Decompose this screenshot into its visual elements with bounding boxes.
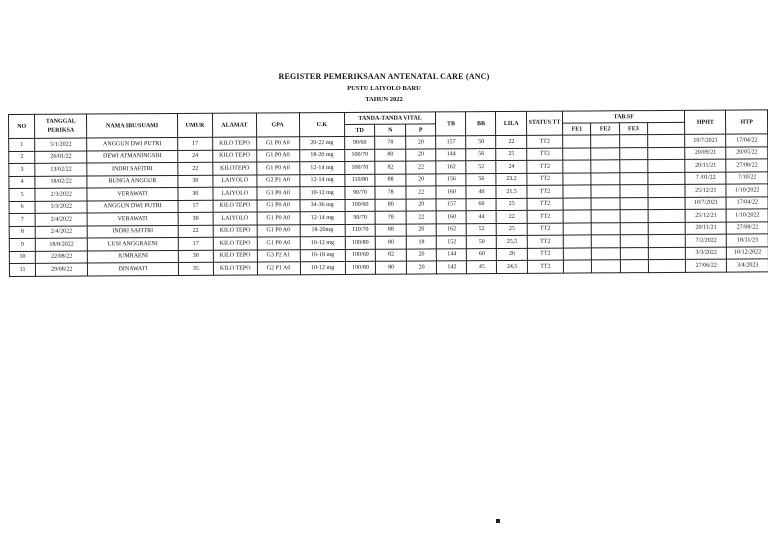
- cell-alamat: KILO TEPO: [213, 249, 257, 262]
- header-status-tt: STATUS TT: [526, 111, 563, 135]
- cell-hpht: 7 /01/22: [685, 172, 726, 185]
- cell-no: 9: [9, 238, 35, 251]
- cell-gpa: G1 P0 A0: [257, 237, 300, 250]
- cell-nama: JUMRAENI: [88, 250, 179, 263]
- cell-hpht: 20/11/21: [685, 159, 726, 172]
- cell-no: 2: [9, 151, 35, 164]
- cell-gpa: G2 P1 A0: [257, 262, 300, 275]
- header-fe2: FE2: [591, 123, 619, 135]
- cell-no: 11: [9, 263, 35, 276]
- cell-fe2: [592, 210, 620, 223]
- cell-fe3: [620, 172, 648, 185]
- cell-n: 78: [376, 211, 407, 224]
- cell-status: TT2: [527, 248, 563, 261]
- cell-hpht: 7/2/2022: [685, 234, 726, 247]
- cell-gpa: G1 P0 A0: [256, 162, 299, 175]
- cell-gpa: G3 P2 A1: [257, 249, 300, 262]
- cell-n: 88: [375, 174, 406, 187]
- cell-status: TT2: [527, 260, 563, 273]
- header-uk: U.K: [299, 112, 344, 136]
- cell-fe-extra: [648, 147, 685, 160]
- cell-n: 78: [375, 136, 406, 149]
- cell-fe1: [563, 210, 591, 223]
- cell-fe3: [619, 147, 647, 160]
- cell-bb: 56: [466, 173, 496, 186]
- cell-tanggal: 18/02/22: [35, 176, 87, 189]
- cell-tanggal: 2/4/2022: [35, 226, 87, 239]
- cell-bb: 40: [466, 186, 496, 199]
- cell-htp: 7/10/22: [726, 171, 768, 184]
- cell-umur: 30: [178, 250, 213, 263]
- cell-alamat: KILOTEPO: [213, 162, 257, 175]
- cell-no: 3: [9, 163, 35, 176]
- cell-umur: 22: [178, 225, 213, 238]
- cell-fe-extra: [648, 209, 685, 222]
- cell-alamat: KILO TEPO: [213, 262, 257, 275]
- cell-td: 90/70: [345, 186, 376, 199]
- cell-bb: 44: [467, 211, 497, 224]
- cell-p: 20: [406, 198, 437, 211]
- cell-hpht: 25/12/21: [685, 184, 726, 197]
- cell-bb: 50: [466, 136, 496, 149]
- cell-htp: 17/04/22: [726, 196, 768, 209]
- cell-p: 22: [406, 211, 437, 224]
- header-p: P: [405, 124, 436, 136]
- cell-td: 110/70: [345, 224, 376, 237]
- cell-umur: 17: [178, 200, 213, 213]
- cell-lila: 24: [496, 160, 526, 173]
- cell-tb: 144: [437, 248, 467, 261]
- cell-bb: 60: [467, 248, 497, 261]
- cell-status: TT2: [527, 210, 563, 223]
- cell-htp: 17/04/22: [726, 134, 768, 147]
- cell-htp: 20/05/22: [726, 146, 768, 159]
- cell-status: TT2: [527, 198, 563, 211]
- cell-lila: 22: [497, 210, 527, 223]
- cell-p: 20: [406, 261, 437, 274]
- cell-no: 7: [9, 213, 35, 226]
- cell-p: 22: [406, 161, 437, 174]
- cell-uk: 18-20mg: [300, 224, 345, 237]
- cell-fe2: [591, 185, 619, 198]
- cell-nama: INDRI SAFITRI: [87, 225, 178, 238]
- cell-fe3: [620, 235, 648, 248]
- cell-alamat: KILO TEPO: [213, 149, 257, 162]
- cell-tanggal: 2/4/2022: [35, 213, 87, 226]
- cell-tb: 162: [436, 161, 466, 174]
- cell-uk: 16-18 mg: [300, 249, 345, 262]
- cell-lila: 25: [497, 223, 527, 236]
- cell-lila: 25,5: [497, 235, 527, 248]
- cell-fe-extra: [648, 159, 685, 172]
- cell-hpht: 10/7/2021: [685, 197, 726, 210]
- header-alamat: ALAMAT: [213, 113, 257, 137]
- cell-umur: 30: [178, 187, 213, 200]
- cell-fe-extra: [648, 184, 685, 197]
- cell-n: 80: [375, 149, 406, 162]
- cell-tanggal: 2/3/2022: [35, 188, 87, 201]
- cell-fe-extra: [648, 172, 685, 185]
- cell-p: 22: [406, 186, 437, 199]
- cell-p: 20: [406, 173, 437, 186]
- cell-nama: DINAWATI: [88, 262, 179, 275]
- cell-tb: 160: [436, 186, 466, 199]
- cell-tb: 157: [436, 198, 466, 211]
- cell-n: 80: [376, 236, 407, 249]
- cell-hpht: 10/7/2021: [685, 134, 726, 147]
- cell-nama: ANGGUN DWI PUTRI: [87, 200, 178, 213]
- cell-fe3: [620, 260, 648, 273]
- cell-htp: 10/12/2022: [727, 246, 768, 259]
- cell-no: 5: [9, 188, 35, 201]
- cell-fe2: [592, 222, 620, 235]
- cell-fe1: [563, 185, 591, 198]
- cell-tb: 157: [436, 136, 466, 149]
- cell-uk: 20-22 mg: [299, 136, 344, 149]
- cell-no: 8: [9, 226, 35, 239]
- cell-gpa: G1 P0 A0: [257, 199, 300, 212]
- cell-fe-extra: [648, 134, 685, 147]
- cell-td: 100/80: [345, 236, 376, 249]
- header-td: TD: [344, 124, 375, 136]
- cell-tanggal: 18/8/2022: [35, 238, 87, 251]
- cell-status: TT2: [527, 148, 563, 161]
- cell-p: 18: [406, 236, 437, 249]
- header-lila: LILA: [496, 111, 526, 135]
- cell-bb: 50: [467, 236, 497, 249]
- cell-status: TT2: [527, 235, 563, 248]
- cell-status: TT2: [526, 135, 562, 148]
- cell-lila: 26: [497, 248, 527, 261]
- cell-uk: 12-14 mg: [300, 174, 345, 187]
- header-tb: TB: [436, 112, 466, 136]
- cell-alamat: LAIYOLO: [213, 212, 257, 225]
- cell-umur: 22: [178, 162, 213, 175]
- cell-fe2: [592, 247, 620, 260]
- cell-tb: 144: [436, 148, 466, 161]
- cell-n: 78: [375, 186, 406, 199]
- cell-status: TT2: [527, 185, 563, 198]
- cell-umur: 30: [178, 212, 213, 225]
- cell-fe2: [591, 147, 619, 160]
- cell-fe3: [620, 247, 648, 260]
- cell-no: 10: [9, 251, 35, 264]
- cell-tanggal: 5/3/2022: [35, 201, 87, 214]
- cell-no: 6: [9, 201, 35, 214]
- document-year: TAHUN 2022: [365, 96, 403, 103]
- cell-fe3: [620, 197, 648, 210]
- header-bb: BB: [466, 112, 496, 136]
- cell-fe1: [563, 135, 591, 148]
- cell-fe2: [592, 260, 620, 273]
- cell-alamat: LAIYOLO: [213, 187, 257, 200]
- header-nama: NAMA IBU/SUAMI: [87, 113, 178, 138]
- cell-nama: BUNGA ANGGUR: [87, 175, 178, 188]
- cell-alamat: KILO TEPO: [213, 237, 257, 250]
- header-fe-extra: [647, 122, 684, 134]
- cell-nama: ANGGUN DWI PUTRI: [87, 137, 178, 150]
- cell-td: 90/70: [345, 211, 376, 224]
- cell-tanggal: 13/02/22: [35, 163, 87, 176]
- cell-n: 80: [376, 261, 407, 274]
- cell-td: 110/80: [345, 174, 376, 187]
- cell-htp: 27/08/22: [727, 221, 768, 234]
- cell-p: 20: [406, 136, 437, 149]
- header-htp: HTP: [726, 110, 768, 134]
- cell-gpa: G2 P1 A0: [256, 174, 299, 187]
- cell-nama: DEWI ATMANINGSIH: [87, 150, 178, 163]
- cell-hpht: 20/09/21: [685, 147, 726, 160]
- cell-tanggal: 26/01/22: [35, 151, 87, 164]
- cell-status: TT2: [527, 173, 563, 186]
- cell-fe1: [564, 260, 592, 273]
- cell-gpa: G1 P0 A0: [256, 149, 299, 162]
- cell-bb: 60: [466, 198, 496, 211]
- cell-nama: INDRI SAFITRI: [87, 162, 178, 175]
- cell-fe1: [563, 172, 591, 185]
- cell-fe3: [619, 135, 647, 148]
- cell-fe1: [563, 222, 591, 235]
- cell-td: 100/70: [344, 149, 375, 162]
- cell-umur: 17: [177, 137, 212, 150]
- header-gpa: GPA: [256, 113, 299, 137]
- cell-fe2: [591, 197, 619, 210]
- cell-umur: 17: [178, 237, 213, 250]
- cell-p: 20: [406, 248, 437, 261]
- cell-alamat: KILO TEPO: [213, 224, 257, 237]
- cell-p: 20: [406, 148, 437, 161]
- cell-htp: 1/10/2022: [727, 209, 768, 222]
- cell-hpht: 27/06/22: [686, 259, 727, 272]
- cell-lila: 25: [496, 148, 526, 161]
- cell-htp: 3/4/2023: [727, 259, 768, 272]
- cell-fe2: [591, 135, 619, 148]
- cell-uk: 12-14 mg: [299, 161, 344, 174]
- cell-fe3: [620, 222, 648, 235]
- scan-mark: [496, 519, 500, 523]
- cell-tb: 160: [437, 211, 467, 224]
- cell-lila: 23,2: [496, 173, 526, 186]
- cell-uk: 18-20 mg: [299, 149, 344, 162]
- header-no: NO: [9, 114, 35, 138]
- cell-fe-extra: [648, 247, 685, 260]
- cell-td: 100/70: [344, 161, 375, 174]
- cell-fe-extra: [648, 259, 685, 272]
- cell-fe3: [620, 185, 648, 198]
- cell-n: 82: [376, 249, 407, 262]
- cell-htp: 27/08/22: [726, 159, 768, 172]
- cell-umur: 30: [178, 175, 213, 188]
- header-hpht: HPHT: [685, 110, 726, 134]
- cell-n: 82: [375, 161, 406, 174]
- cell-gpa: G1 P0 A0: [257, 224, 300, 237]
- cell-nama: LUSI ANGGRAENI: [87, 237, 178, 250]
- cell-tb: 142: [437, 261, 467, 274]
- cell-fe2: [591, 160, 619, 173]
- cell-bb: 52: [467, 223, 497, 236]
- cell-no: 4: [9, 176, 35, 189]
- cell-hpht: 25/12/21: [685, 209, 726, 222]
- cell-p: 20: [406, 223, 437, 236]
- document-header: [0, 71, 768, 105]
- cell-hpht: 20/11/21: [685, 222, 726, 235]
- cell-bb: 52: [466, 161, 496, 174]
- cell-fe-extra: [648, 234, 685, 247]
- cell-tb: 152: [437, 236, 467, 249]
- cell-uk: 10-12 mg: [300, 186, 345, 199]
- cell-tanggal: 22/08/22: [36, 251, 88, 264]
- cell-htp: 18/11/23: [727, 234, 768, 247]
- cell-tanggal: 29/08/22: [36, 263, 88, 276]
- cell-tb: 162: [437, 223, 467, 236]
- cell-no: 1: [9, 138, 35, 151]
- cell-lila: 21,5: [496, 185, 526, 198]
- cell-uk: 34-36 mg: [300, 199, 345, 212]
- cell-fe2: [591, 172, 619, 185]
- cell-bb: 45: [467, 261, 497, 274]
- cell-fe1: [563, 197, 591, 210]
- cell-td: 100/80: [345, 261, 376, 274]
- header-tab-sf: TAB.SF: [563, 110, 685, 123]
- header-fe1: FE1: [563, 123, 591, 135]
- cell-umur: 35: [178, 262, 213, 275]
- header-fe3: FE3: [619, 123, 647, 135]
- cell-gpa: G1 P0 A0: [256, 137, 299, 150]
- cell-lila: 24,5: [497, 260, 527, 273]
- cell-hpht: 3/3/2022: [686, 247, 727, 260]
- cell-fe1: [563, 147, 591, 160]
- document-title: REGISTER PEMERIKSAAN ANTENATAL CARE (ANC): [278, 72, 490, 81]
- cell-alamat: LAIYOLO: [213, 174, 257, 187]
- cell-gpa: G1 P0 A0: [257, 212, 300, 225]
- cell-alamat: KILO TEPO: [213, 137, 257, 150]
- cell-fe1: [564, 247, 592, 260]
- cell-td: 100/60: [345, 199, 376, 212]
- cell-uk: 10-12 mg: [300, 261, 345, 274]
- cell-status: TT2: [527, 223, 563, 236]
- cell-tb: 156: [436, 173, 466, 186]
- table-body: [9, 134, 768, 276]
- cell-status: TT2: [527, 160, 563, 173]
- cell-umur: 24: [178, 150, 213, 163]
- cell-fe-extra: [648, 197, 685, 210]
- cell-n: 88: [376, 224, 407, 237]
- cell-fe1: [563, 235, 591, 248]
- cell-uk: 10-12 mg: [300, 236, 345, 249]
- cell-fe2: [592, 235, 620, 248]
- cell-td: 90/60: [344, 136, 375, 149]
- cell-n: 80: [375, 199, 406, 212]
- cell-lila: 25: [497, 198, 527, 211]
- cell-lila: 22: [496, 135, 526, 148]
- header-tanda-vital: TANDA-TANDA VITAL: [344, 112, 436, 125]
- anc-register-table: [8, 109, 768, 276]
- cell-uk: 12-14 mg: [300, 211, 345, 224]
- cell-htp: 1/10/2022: [726, 184, 768, 197]
- cell-fe1: [563, 160, 591, 173]
- cell-alamat: KILO TEPO: [213, 199, 257, 212]
- cell-tanggal: 5/1/2022: [35, 138, 87, 151]
- document-subtitle: PUSTU LAIYOLO BARU: [347, 85, 421, 92]
- cell-nama: VERAWATI: [87, 187, 178, 200]
- cell-fe3: [619, 160, 647, 173]
- cell-fe3: [620, 210, 648, 223]
- cell-gpa: G1 P0 A0: [256, 187, 299, 200]
- header-n: N: [375, 124, 406, 136]
- cell-fe-extra: [648, 222, 685, 235]
- header-tanggal-periksa: TANGGAL PERIKSA: [35, 114, 87, 138]
- cell-nama: VERAWATI: [87, 212, 178, 225]
- cell-bb: 56: [466, 148, 496, 161]
- cell-td: 100/60: [345, 249, 376, 262]
- header-umur: UMUR: [177, 113, 212, 137]
